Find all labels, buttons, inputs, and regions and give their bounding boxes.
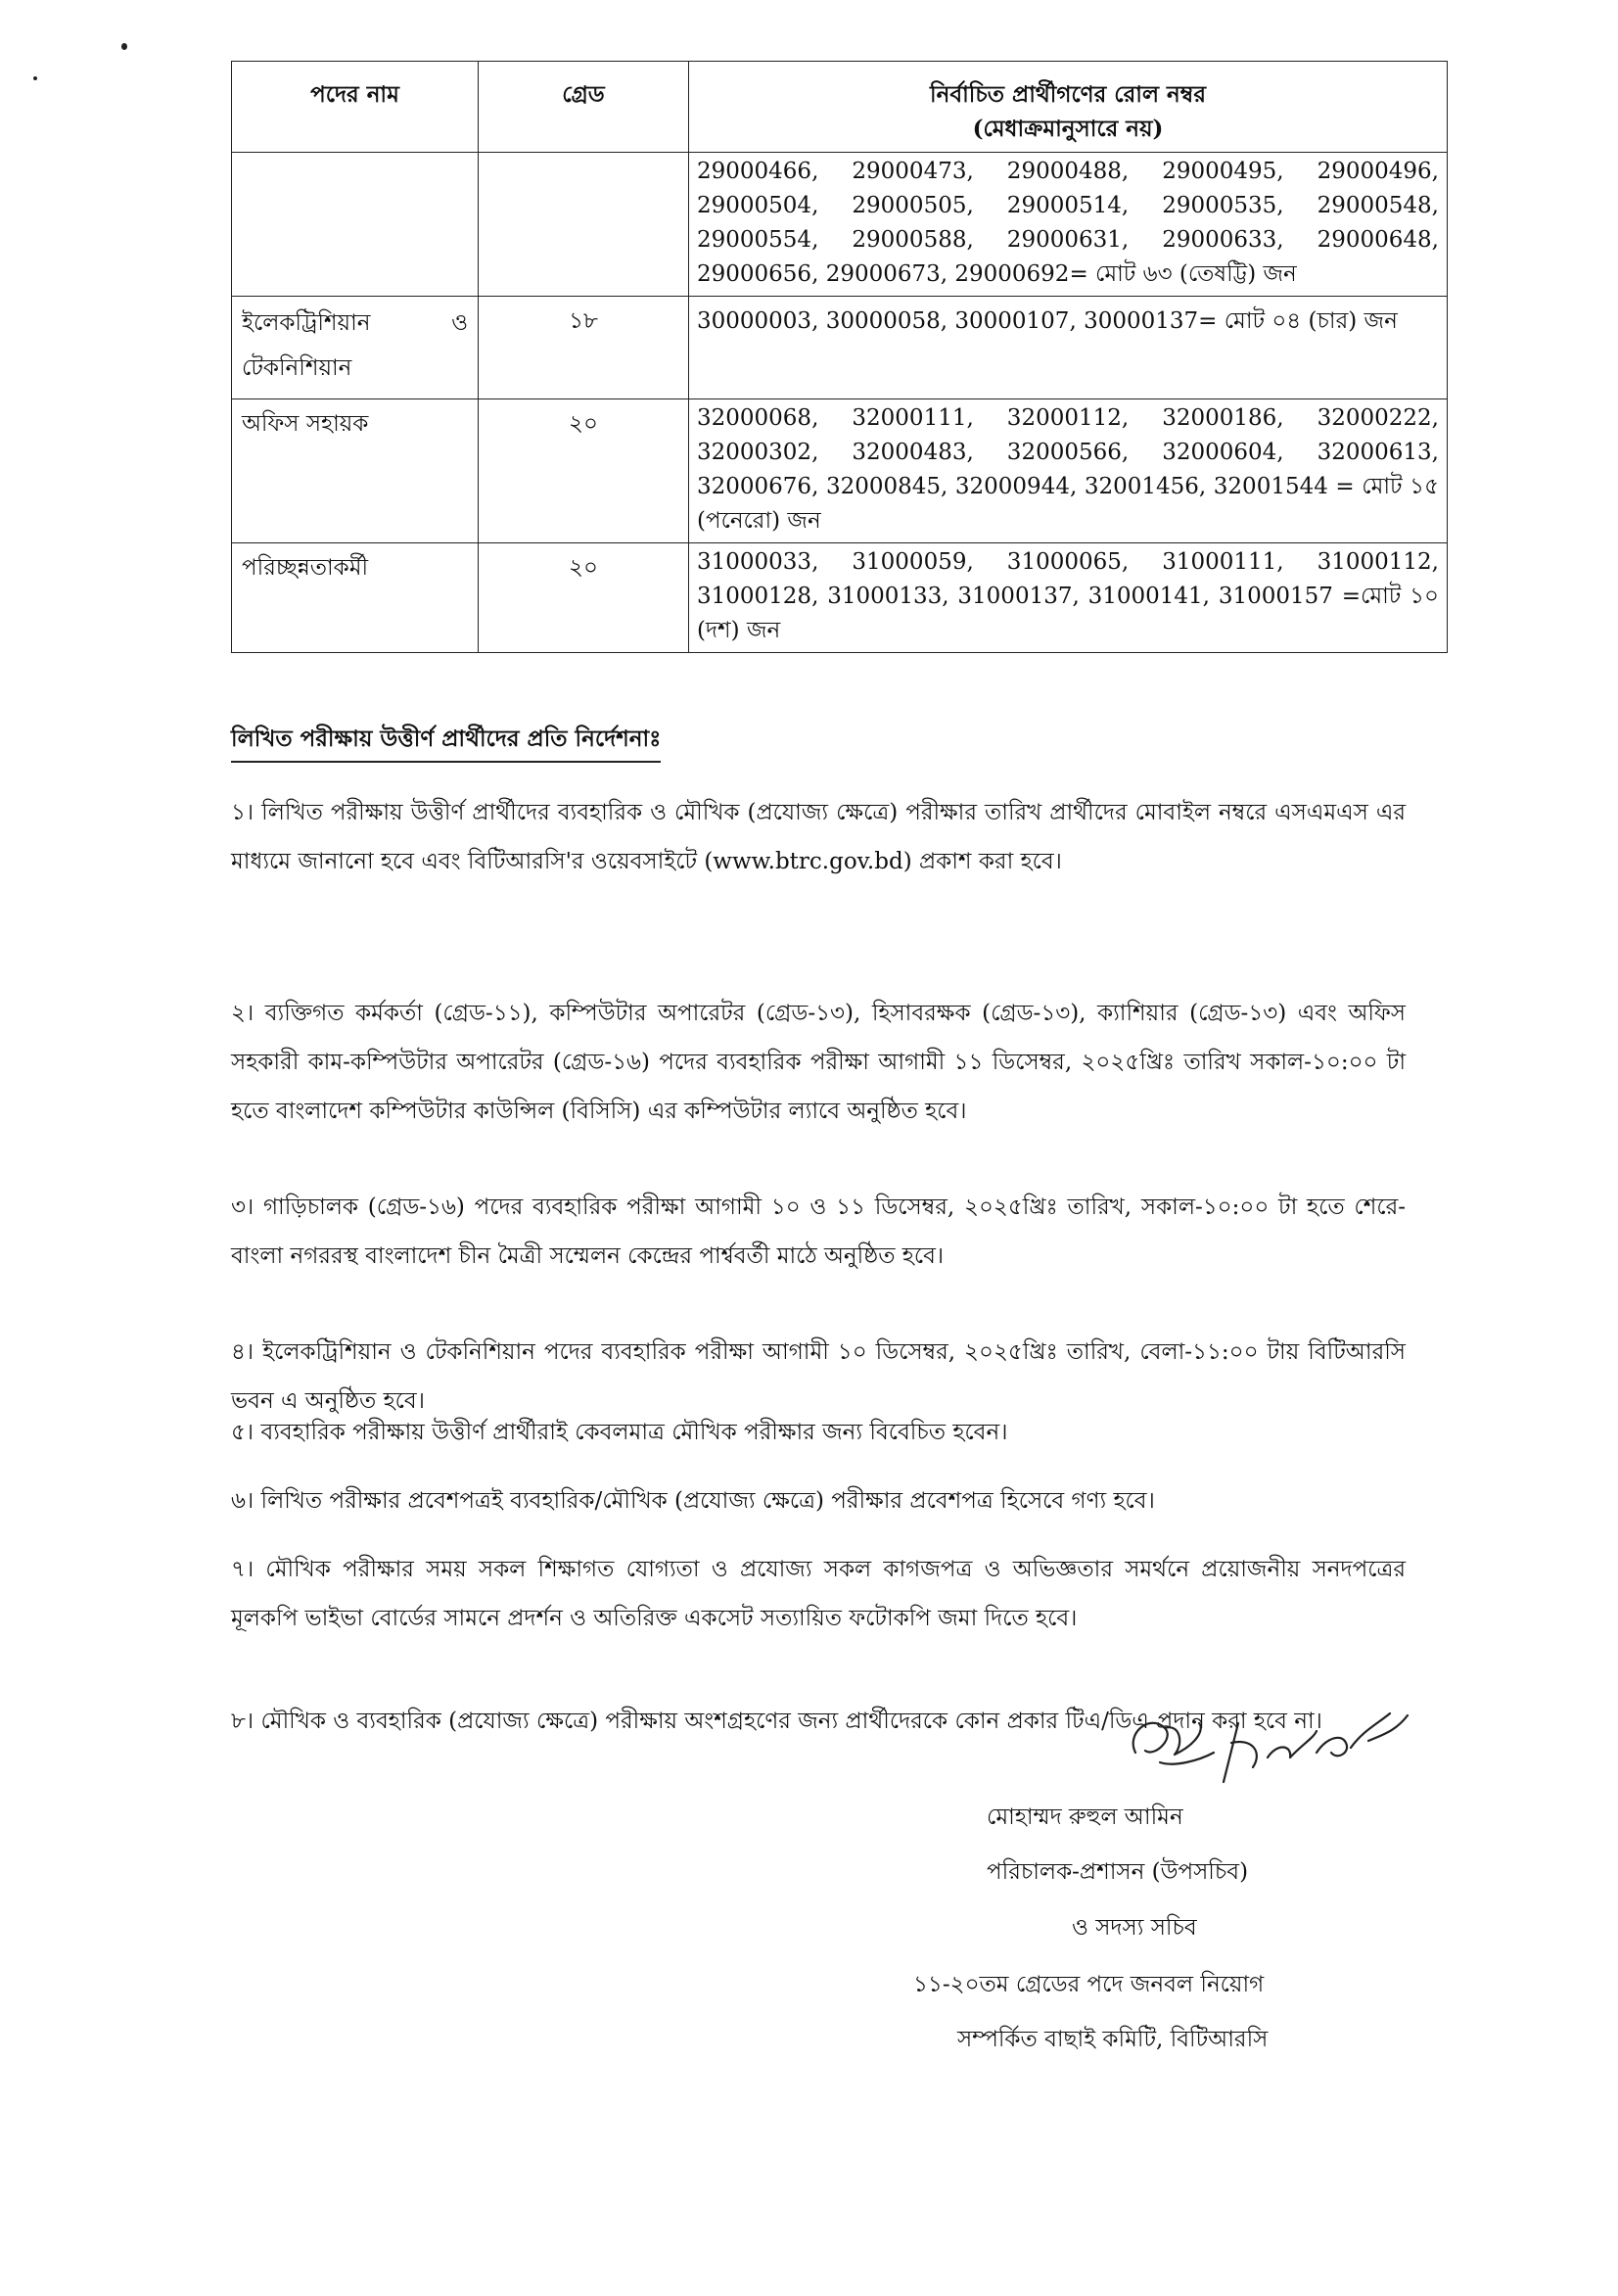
post-cell: অফিস সহায়ক [232,399,479,543]
instruction-item: ২। ব্যক্তিগত কর্মকর্তা (গ্রেড-১১), কম্পিউটার অপারেটর (গ্রেড-১৩), হিসাবরক্ষক (গ্রেড-১৩), ক্যাশিয়ার (গ্রেড-১৩) এবং অফিস সহকারী কাম-কম্পিউটার অপারেটর (গ্রেড-১৬) পদের ব্যবহারিক পরীক্ষা আগামী ১১ ডিসেম্বর, ২০২৫খ্রিঃ তারিখ সকাল-১০:০০ টা হতে বাংলাদেশ কম্পিউটার কাউন্সিল (বিসিসি) এর কম্পিউটার ল্যাবে অনুষ্ঠিত হবে। [231,1001,1406,1124]
table-header-row [232,62,1448,153]
roll-numbers-cell: 29000466, 29000473, 29000488, 29000495, 29000496, 29000504, 29000505, 29000514, 29000535, 29000548, 29000554, 29000588, 29000631, 29000633, 29000648, 29000656, 29000673, 29000692= মোট ৬৩ (তেষট্টি) জন [689,153,1448,297]
post-name-line: ইলেকট্রিশিয়ান ও [242,310,468,336]
table-row [232,153,1448,297]
signatory-name: মোহাম্মদ রুহুল আমিন [987,1804,1183,1830]
signatory-role: ও সদস্য সচিব [1072,1915,1197,1941]
instruction-item: ১। লিখিত পরীক্ষায় উত্তীর্ণ প্রার্থীদের ব্যবহারিক ও মৌখিক (প্রযোজ্য ক্ষেত্রে) পরীক্ষার তারিখ প্রার্থীদের মোবাইল নম্বরে এসএমএস এর মাধ্যমে জানানো হবে এবং বিটিআরসি'র ওয়েবসাইটে (www.btrc.gov.bd) প্রকাশ করা হবে। [231,800,1406,874]
post-cell: পরিচ্ছন্নতাকর্মী [232,543,479,653]
roll-numbers-cell: 32000068, 32000111, 32000112, 32000186, 32000222, 32000302, 32000483, 32000566, 32000604, 32000613, 32000676, 32000845, 32000944, 32001456, 32001544 = মোট ১৫ (পনেরো) জন [689,399,1448,543]
roll-numbers-cell: 30000003, 30000058, 30000107, 30000137= মোট ০৪ (চার) জন [689,297,1448,399]
grade-cell [479,153,689,297]
instruction-item: ৬। লিখিত পরীক্ষার প্রবেশপত্রই ব্যবহারিক/মৌখিক (প্রযোজ্য ক্ষেত্রে) পরীক্ষার প্রবেশপত্র হিসেবে গণ্য হবে। [231,1488,1155,1514]
post-cell: ইলেকট্রিশিয়ান ও টেকনিশিয়ান [232,297,479,399]
grade-cell: ২০ [479,543,689,653]
roll-numbers-cell: 31000033, 31000059, 31000065, 31000111, 31000112, 31000128, 31000133, 31000137, 31000141, 31000157 =মোট ১০ (দশ) জন [689,543,1448,653]
committee-line-2: সম্পর্কিত বাছাই কমিটি, বিটিআরসি [957,2027,1269,2052]
instruction-item: ৫। ব্যবহারিক পরীক্ষায় উত্তীর্ণ প্রার্থীরাই কেবলমাত্র মৌখিক পরীক্ষার জন্য বিবেচিত হবেন। [231,1420,1008,1445]
instruction-item: ৭। মৌখিক পরীক্ষার সময় সকল শিক্ষাগত যোগ্যতা ও প্রযোজ্য সকল কাগজপত্র ও অভিজ্ঞতার সমর্থনে প্রয়োজনীয় সনদপত্রের মূলকপি ভাইভা বোর্ডের সামনে প্রদর্শন ও অতিরিক্ত একসেট সত্যায়িত ফটোকপি জমা দিতে হবে। [231,1557,1406,1631]
header-grade: গ্রেড [479,62,689,153]
grade-cell: ২০ [479,399,689,543]
header-roll-numbers [689,62,1448,153]
header-post-name: পদের নাম [232,62,479,153]
header-roll-subtitle: (মেধাক্রমানুসারে নয়) [972,116,1164,142]
header-roll-title: নির্বাচিত প্রার্থীগণের রোল নম্বর [930,81,1206,108]
instruction-item: ৩। গাড়িচালক (গ্রেড-১৬) পদের ব্যবহারিক পরীক্ষা আগামী ১০ ও ১১ ডিসেম্বর, ২০২৫খ্রিঃ তারিখ, সকাল-১০:০০ টা হতে শেরে-বাংলা নগররস্থ বাংলাদেশ চীন মৈত্রী সম্মেলন কেন্দ্রের পার্শ্ববর্তী মাঠে অনুষ্ঠিত হবে। [231,1195,1406,1269]
committee-line-1: ১১-২০তম গ্রেডের পদে জনবল নিয়োগ [913,1972,1265,1997]
selected-candidates-table [231,61,1448,653]
table-row [232,399,1448,543]
instruction-item: ৮। মৌখিক ও ব্যবহারিক (প্রযোজ্য ক্ষেত্রে) পরীক্ষায় অংশগ্রহণের জন্য প্রার্থীদেরকে কোন প্রকার টিএ/ডিএ প্রদান করা হবে না। [231,1709,1322,1734]
signatory-designation: পরিচালক-প্রশাসন (উপসচিব) [987,1859,1249,1885]
table-row [232,543,1448,653]
table-row [232,297,1448,399]
scan-speck [33,76,37,80]
grade-cell: ১৮ [479,297,689,399]
scan-speck [121,43,127,50]
instructions-heading: লিখিত পরীক্ষায় উত্তীর্ণ প্রার্থীদের প্রতি নির্দেশনাঃ [231,721,661,763]
instruction-item: ৪। ইলেকট্রিশিয়ান ও টেকনিশিয়ান পদের ব্যবহারিক পরীক্ষা আগামী ১০ ডিসেম্বর, ২০২৫খ্রিঃ তারিখ, বেলা-১১:০০ টায় বিটিআরসি ভবন এ অনুষ্ঠিত হবে। [231,1339,1406,1414]
handwritten-signature [1106,1684,1419,1802]
post-cell [232,153,479,297]
